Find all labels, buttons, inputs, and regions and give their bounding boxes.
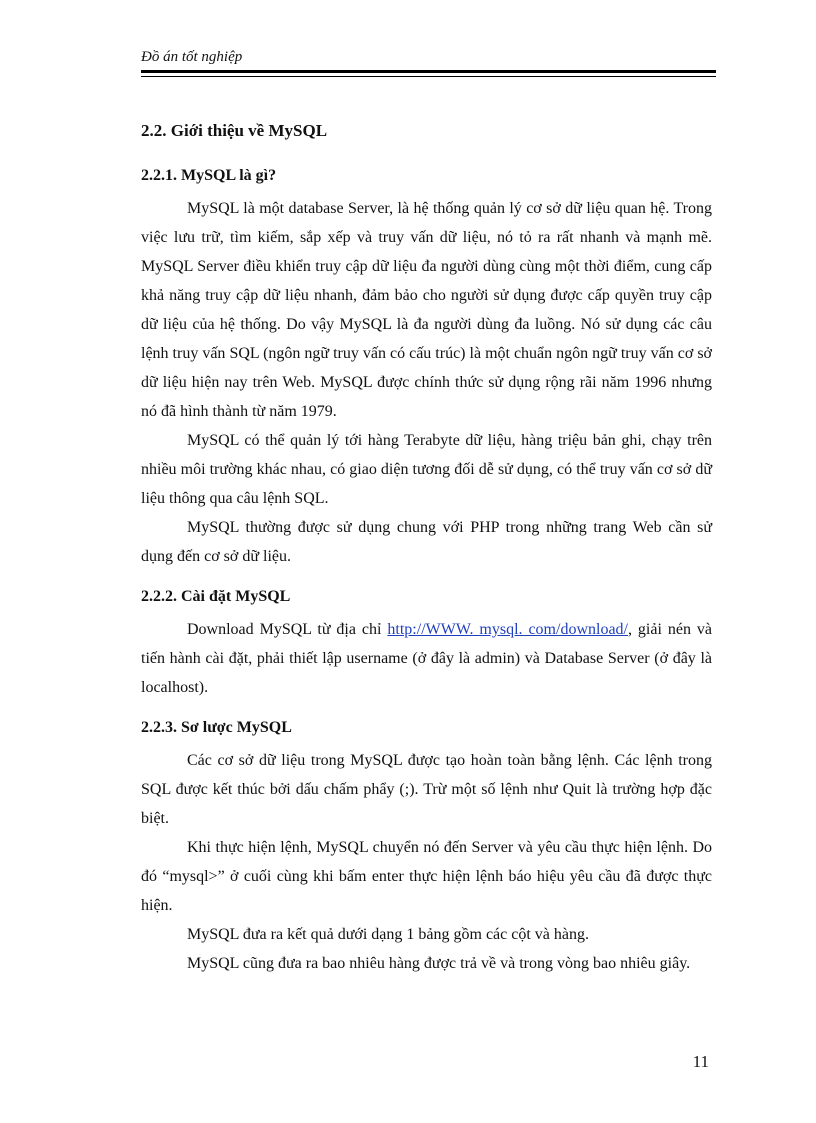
running-header: Đồ án tốt nghiệp xyxy=(141,49,243,65)
subsection-title-mysql-overview: 2.2.3. Sơ lược MySQL xyxy=(141,719,292,736)
header-rule-thick xyxy=(141,70,716,73)
paragraph-install xyxy=(141,615,712,702)
paragraph: Các cơ sở dữ liệu trong MySQL được tạo hoàn toàn bằng lệnh. Các lệnh trong SQL được kết thúc bởi dấu chấm phẩy (;). Trừ một số lệnh như Quit là trường hợp đặc biệt. xyxy=(141,752,712,827)
subsection-title-what-is-mysql: 2.2.1. MySQL là gì? xyxy=(141,167,277,184)
paragraph: Khi thực hiện lệnh, MySQL chuyển nó đến Server và yêu cầu thực hiện lệnh. Do đó “mysql>” ở cuối cùng khi bấm enter thực hiện lệnh báo hiệu yêu cầu đã được thực hiện. xyxy=(141,839,712,914)
page-body xyxy=(141,110,712,978)
subsection-title-install-mysql: 2.2.2. Cài đặt MySQL xyxy=(141,588,291,605)
install-text-before: Download MySQL từ địa chỉ xyxy=(187,621,388,638)
paragraph: MySQL là một database Server, là hệ thống quản lý cơ sở dữ liệu quan hệ. Trong việc lưu trữ, tìm kiếm, sắp xếp và truy vấn dữ liệu, nó tỏ ra rất nhanh và mạnh mẽ. MySQL Server điều khiển truy cập dữ liệu đa người dùng cùng một thời điểm, cung cấp khả năng truy cập dữ liệu nhanh, đảm bảo cho người sử dụng được cấp quyền truy cập dữ liệu của hệ thống. Do vậy MySQL là đa người dùng đa luồng. Nó sử dụng các câu lệnh truy vấn SQL (ngôn ngữ truy vấn có cấu trúc) là một chuẩn ngôn ngữ truy vấn cơ sở dữ liệu hiện nay trên Web. MySQL được chính thức sử dụng rộng rãi năm 1996 nhưng nó đã hình thành từ năm 1979. xyxy=(141,200,712,420)
download-link[interactable]: http://WWW. mysql. com/download/ xyxy=(387,621,628,638)
section-title: 2.2. Giới thiệu về MySQL xyxy=(141,121,328,140)
paragraph: MySQL thường được sử dụng chung với PHP trong những trang Web cần sử dụng đến cơ sở dữ liệu. xyxy=(141,519,712,565)
page-number: 11 xyxy=(692,1052,709,1071)
install-text-after: , giải nén và tiến hành cài đặt, phải thiết lập username (ở đây là admin) và Database Server (ở đây là localhost). xyxy=(141,621,712,696)
paragraph: MySQL có thể quản lý tới hàng Terabyte dữ liệu, hàng triệu bản ghi, chạy trên nhiều môi trường khác nhau, có giao diện tương đối dễ sử dụng, có thể truy vấn cơ sở dữ liệu thông qua câu lệnh SQL. xyxy=(141,432,712,507)
paragraph: MySQL đưa ra kết quả dưới dạng 1 bảng gồm các cột và hàng. xyxy=(187,926,589,943)
paragraph: MySQL cũng đưa ra bao nhiêu hàng được trả về và trong vòng bao nhiêu giây. xyxy=(187,955,691,972)
header-rule-thin xyxy=(141,76,716,77)
